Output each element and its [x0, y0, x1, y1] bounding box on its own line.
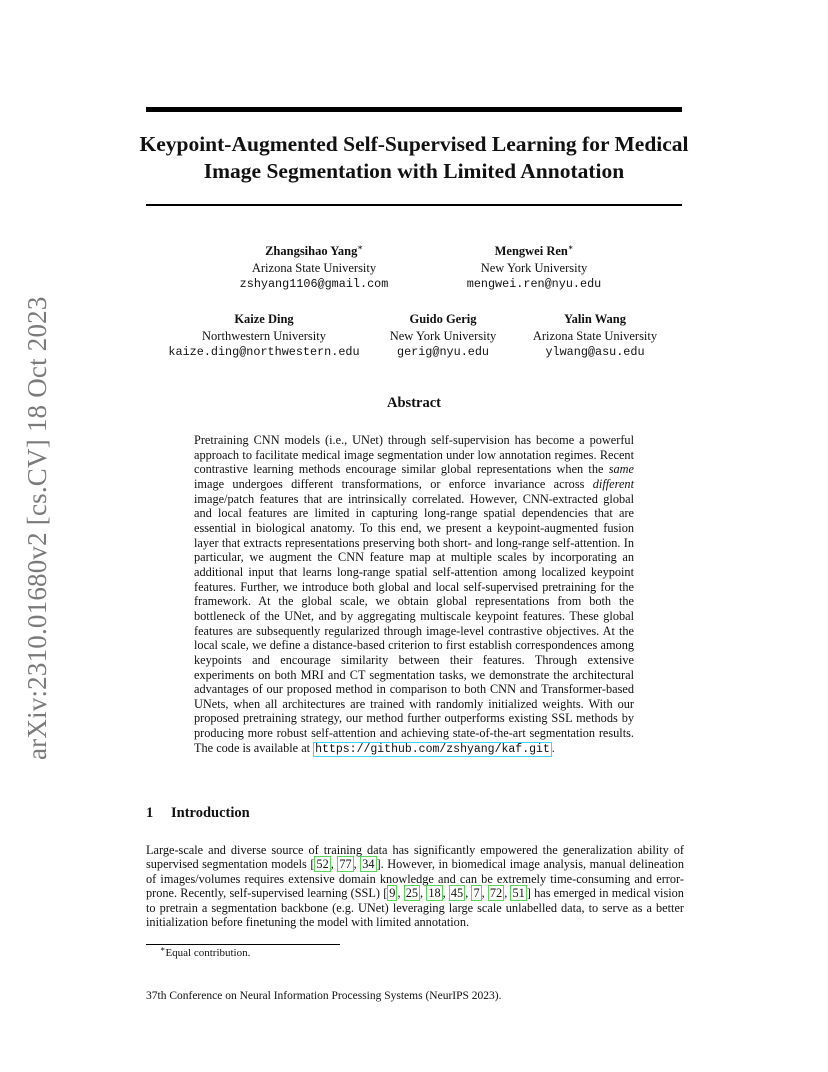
citation-link[interactable]: 9	[389, 886, 396, 901]
author-email: zshyang1106@gmail.com	[239, 277, 389, 291]
abstract-body: Pretraining CNN models (i.e., UNet) through self-supervision has become a powerful approach to facilitate medical image segmentation under low annotation regimes. Recent contrastive learning methods encourage similar global representations when the same image undergoes different transformations, or enforce invariance across different image/patch features that are intrinsically correlated. However, CNN-extracted global and local features are limited in capturing long-range spatial dependencies that are essential in biological anatomy. To this end, we present a keypoint-augmented fusion layer that extracts representations preserving both short- and long-range self-attention. In particular, we augment the CNN feature map at multiple scales by incorporating an additional input that learns long-range spatial self-attention among localized keypoint features. Further, we introduce both global and local self-supervised pretraining for the framework. At the global scale, we obtain global representations from both the bottleneck of the UNet, and by aggregating multiscale keypoint features. These global features are subsequently regularized through image-level contrastive objectives. At the local scale, we define a distance-based criterion to first establish correspondences among keypoints and encourage similarity between their features. Through extensive experiments on both MRI and CT segmentation tasks, we demonstrate the architectural advantages of our proposed method in comparison to both CNN and Transformer-based UNets, when all architectures are trained with randomly initialized weights. With our proposed pretraining strategy, our method further outperforms existing SSL methods by producing more robust self-attention and achieving state-of-the-art segmentation results. The code is available at https://github.com/zshyang/kaf.git .	[194, 433, 634, 756]
author-block	[196, 243, 432, 293]
citation-link[interactable]: 25	[405, 886, 419, 901]
footnote: ∗Equal contribution.	[160, 944, 251, 959]
author-name: Kaize Ding	[234, 312, 294, 326]
paper-title: Keypoint-Augmented Self-Supervised Learning for Medical Image Segmentation with Limited Annotation	[139, 132, 689, 183]
abstract-heading: Abstract	[387, 395, 441, 411]
title-top-rule	[146, 107, 682, 112]
author-block	[426, 243, 642, 293]
author-email: ylwang@asu.edu	[545, 345, 645, 359]
citation-link[interactable]: 34	[362, 857, 375, 872]
code-link[interactable]: https://github.com/zshyang/kaf.git	[315, 742, 550, 756]
author-block	[518, 311, 672, 361]
arxiv-side-stamp: arXiv:2310.01680v2 [cs.CV] 18 Oct 2023	[22, 296, 52, 760]
author-email: kaize.ding@northwestern.edu	[168, 345, 360, 359]
citation-link[interactable]: 51	[512, 886, 525, 901]
author-block	[152, 311, 376, 361]
author-email: gerig@nyu.edu	[396, 345, 490, 359]
author-email: mengwei.ren@nyu.edu	[466, 277, 602, 291]
citation-link[interactable]: 72	[489, 886, 503, 901]
author-name: Zhangsihao Yang∗	[265, 242, 363, 258]
citation-link[interactable]: 52	[316, 857, 329, 872]
citation-link[interactable]: 77	[339, 857, 352, 872]
title-bottom-rule	[146, 204, 682, 206]
author-affiliation: New York University	[480, 260, 588, 275]
author-affiliation: Northwestern University	[202, 328, 326, 343]
author-affiliation: Arizona State University	[532, 328, 658, 343]
author-affiliation: Arizona State University	[251, 260, 377, 275]
author-block	[378, 311, 508, 361]
author-name: Mengwei Ren∗	[494, 242, 574, 258]
author-name: Yalin Wang	[564, 312, 626, 326]
citation-link[interactable]: 18	[428, 886, 441, 901]
section-heading-introduction: 1 Introduction	[146, 805, 250, 821]
author-affiliation: New York University	[389, 328, 497, 343]
footnote-rule	[146, 944, 340, 945]
citation-link[interactable]: 45	[450, 886, 464, 901]
citation-link[interactable]: 7	[473, 886, 480, 901]
author-name: Guido Gerig	[409, 312, 477, 326]
venue-footer: 37th Conference on Neural Information Processing Systems (NeurIPS 2023).	[146, 990, 502, 1002]
introduction-paragraph: Large-scale and diverse source of training data has significantly empowered the generalization ability of supervised segmentation models [ 52 , 77 , 34 ]. However, in biomedical image analysis, manual delineation of images/volumes requires extensive domain knowledge and can be extremely time-consuming and error-prone. Recently, self-supervised learning (SSL) [ 9 , 25 , 18 , 45 , 7 , 72 , 51 ] has emerged in medical vision to pretrain a segmentation backbone (e.g. UNet) leveraging large scale unlabelled data, to serve as a better initialization before finetuning the model with limited annotation.	[146, 843, 684, 930]
